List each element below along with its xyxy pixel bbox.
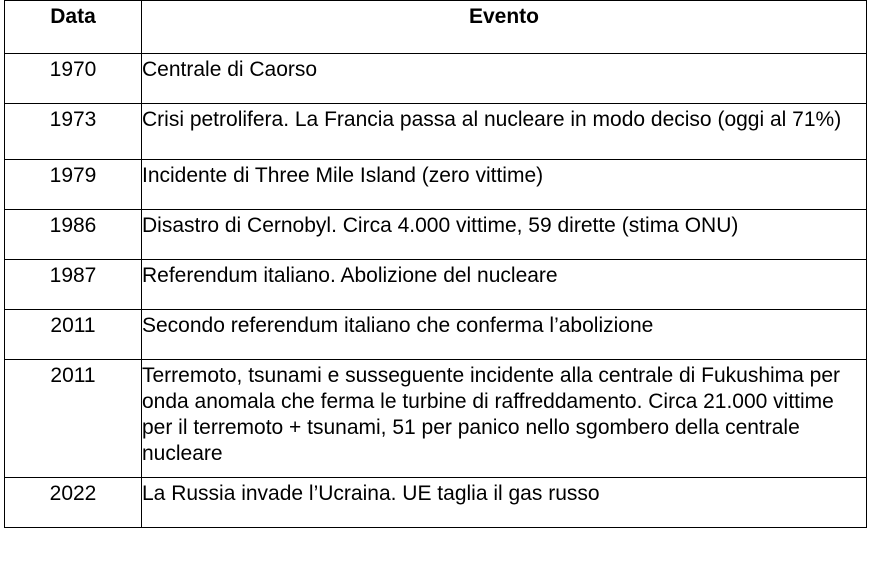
row-date: 1986 [5, 210, 142, 260]
row-event: Referendum italiano. Abolizione del nucleare [142, 260, 867, 310]
row-date: 1987 [5, 260, 142, 310]
table-row [5, 310, 867, 360]
row-event: Disastro di Cernobyl. Circa 4.000 vittime, 59 dirette (stima ONU) [142, 210, 867, 260]
table-header-row [5, 1, 867, 54]
row-date: 2011 [5, 310, 142, 360]
row-event: Incidente di Three Mile Island (zero vittime) [142, 160, 867, 210]
table-row [5, 260, 867, 310]
header-event: Evento [142, 1, 867, 54]
row-event: Centrale di Caorso [142, 54, 867, 104]
row-event: Terremoto, tsunami e susseguente incidente alla centrale di Fukushima per onda anomala che ferma le turbine di raffreddamento. Circa 21.000 vittime per il terremoto + tsunami, 51 per panico nello sgombero della centrale nucleare [142, 360, 867, 478]
row-date: 1979 [5, 160, 142, 210]
row-date: 2011 [5, 360, 142, 478]
row-event: Crisi petrolifera. La Francia passa al nucleare in modo deciso (oggi al 71%) [142, 104, 867, 160]
table-row [5, 54, 867, 104]
table-row [5, 104, 867, 160]
row-event: La Russia invade l’Ucraina. UE taglia il gas russo [142, 478, 867, 528]
table-row [5, 478, 867, 528]
table-row [5, 160, 867, 210]
row-date: 2022 [5, 478, 142, 528]
header-date: Data [5, 1, 142, 54]
row-date: 1973 [5, 104, 142, 160]
row-event: Secondo referendum italiano che conferma l’abolizione [142, 310, 867, 360]
events-table [4, 0, 867, 528]
row-date: 1970 [5, 54, 142, 104]
table-row [5, 360, 867, 478]
table-row [5, 210, 867, 260]
